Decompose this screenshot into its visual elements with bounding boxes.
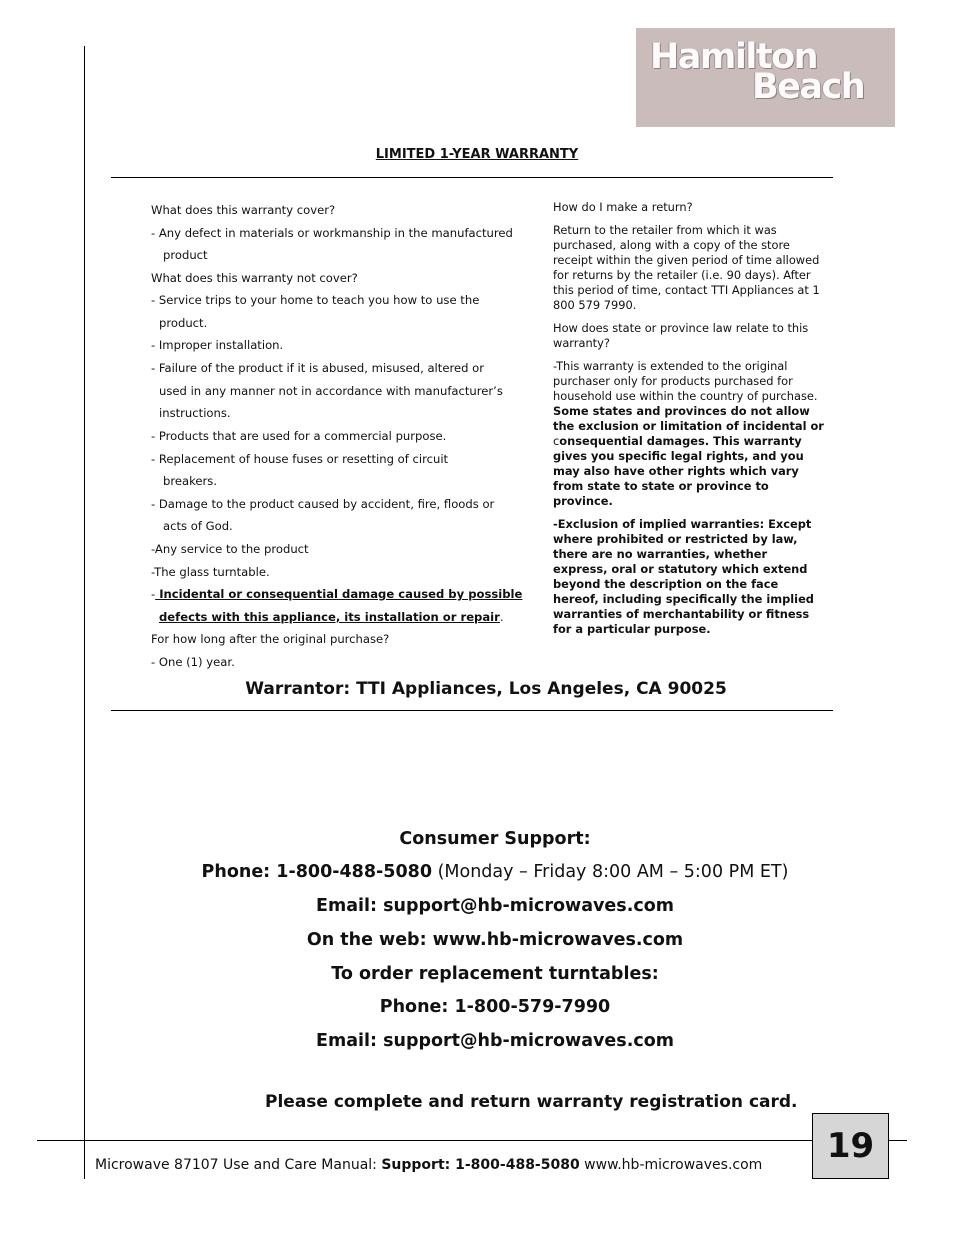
state-law-c: c	[553, 434, 560, 448]
exclusions-question: What does this warranty not cover?	[151, 271, 358, 285]
registration-reminder: Please complete and return warranty registration card.	[265, 1092, 798, 1112]
state-law-bold: Some states and provinces do not allow the exclusion or limitation of incidental or	[553, 404, 824, 433]
footer-support: Support: 1-800-488-5080	[381, 1157, 580, 1173]
warrantor-divider	[111, 710, 833, 711]
logo-text-line1: Hamilton	[650, 37, 818, 77]
footer-text	[95, 1157, 762, 1173]
state-law-normal: -This warranty is extended to the original purchaser only for products purchased for household use within the country of purchase.	[553, 359, 818, 403]
coverage-question: What does this warranty cover?	[151, 203, 336, 217]
exclusion-item: - Damage to the product caused by accident, fire, floods or	[151, 497, 495, 511]
warranty-returns-column	[553, 200, 825, 645]
exclusion-item: -Any service to the product	[151, 542, 309, 556]
turntable-email: Email: support@hb-microwaves.com	[316, 1031, 674, 1051]
exclusion-item: - Products that are used for a commercial purpose.	[151, 429, 447, 443]
logo-text-line2: Beach	[752, 67, 865, 107]
exclusion-item: - Failure of the product if it is abused, misused, altered or	[151, 361, 485, 375]
footer-rule	[37, 1140, 907, 1141]
turntable-phone: Phone: 1-800-579-7990	[379, 997, 611, 1017]
title-divider	[111, 177, 833, 178]
exclusion-item: -The glass turntable.	[151, 565, 270, 579]
support-email: Email: support@hb-microwaves.com	[316, 896, 674, 916]
support-web: On the web: www.hb-microwaves.com	[306, 930, 684, 950]
footer-manual: Microwave 87107 Use and Care Manual:	[95, 1157, 382, 1173]
exclusion-item-cont: acts of God.	[163, 519, 233, 533]
support-phone	[40, 862, 950, 882]
warrantor: Warrantor: TTI Appliances, Los Angeles, CA 90025	[245, 679, 727, 699]
implied-warranty-exclusion: -Exclusion of implied warranties: Except where prohibited or restricted by law, there are no warranties, whether express, oral or statutory which extend beyond the description on the face hereof, including specifically the implied warranties of merchantability or fitness for a particular purpose.	[553, 517, 814, 636]
return-answer: Return to the retailer from which it was purchased, along with a copy of the store receipt within the given period of time allowed for returns by the retailer (i.e. 90 days). After this period of time, contact TTI Appliances at 1 800 579 7990.	[553, 223, 820, 312]
page-number: 19	[812, 1113, 889, 1179]
coverage-item-cont: product	[163, 248, 208, 262]
state-law-question: How does state or province law relate to this warranty?	[553, 321, 809, 350]
exclusion-item: - Replacement of house fuses or resetting of circuit	[151, 452, 449, 466]
coverage-item: - Any defect in materials or workmanship in the manufactured	[151, 226, 513, 240]
exclusion-item-cont: instructions.	[159, 406, 231, 420]
exclusion-item-cont: used in any manner not in accordance with manufacturer’s	[159, 384, 503, 398]
state-law-answer	[553, 359, 825, 509]
support-hours: (Monday – Friday 8:00 AM – 5:00 PM ET)	[432, 862, 789, 882]
exclusion-item: - Service trips to your home to teach you how to use the	[151, 293, 480, 307]
exclusion-item-cont: breakers.	[163, 474, 218, 488]
footer-web: www.hb-microwaves.com	[579, 1157, 763, 1173]
exclusion-item-cont: product.	[159, 316, 208, 330]
duration-question: For how long after the original purchase?	[151, 632, 390, 646]
state-law-bold-cont: onsequential damages. This warranty gives you specific legal rights, and you may also have other rights which vary from state to state or province to province.	[553, 434, 804, 508]
exclusion-item-bold-cont	[159, 610, 504, 624]
warranty-title: LIMITED 1-YEAR WARRANTY	[375, 147, 579, 162]
exclusion-item: - Improper installation.	[151, 338, 284, 352]
turntable-order-heading: To order replacement turntables:	[331, 964, 659, 984]
support-phone-number: Phone: 1-800-488-5080	[201, 862, 433, 882]
hamilton-beach-logo	[636, 28, 895, 127]
incidental-damage-text: Incidental or consequential damage caused by possible	[155, 587, 523, 601]
duration-answer: - One (1) year.	[151, 655, 235, 669]
return-question: How do I make a return?	[553, 200, 693, 214]
consumer-support-heading: Consumer Support:	[399, 829, 591, 849]
period: .	[499, 610, 504, 624]
incidental-damage-text-cont: defects with this appliance, its installation or repair	[159, 610, 500, 624]
dash: -	[151, 587, 156, 601]
exclusion-item-bold	[151, 587, 522, 601]
